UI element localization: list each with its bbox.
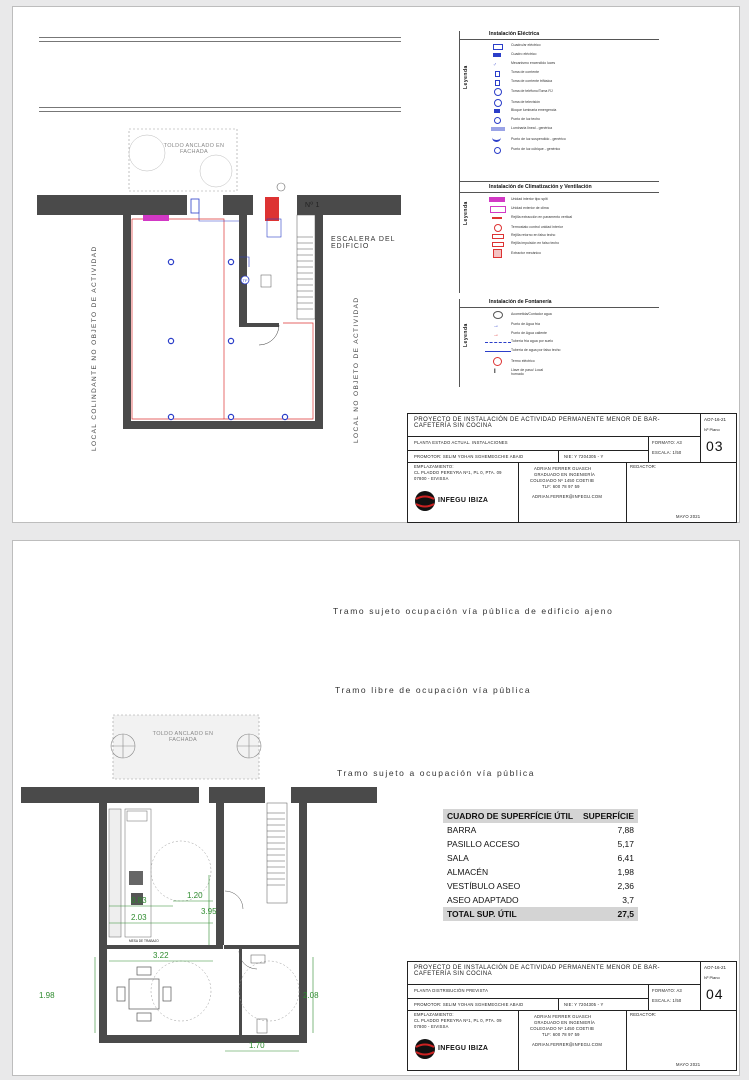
supply-grille-icon — [492, 242, 504, 247]
plano-label: Nº Plano — [704, 427, 720, 432]
legend-item: Rejilla retorno en falso techo — [511, 233, 556, 237]
room-name: PASILLO ACCESO — [447, 839, 520, 849]
tb-divider — [700, 414, 701, 462]
mesa-label: MESA DE TRABAJO — [129, 939, 159, 943]
street-section-low: Tramo sujeto a ocupación vía pública — [337, 768, 536, 778]
table-row — [443, 893, 638, 907]
tb-divider — [518, 462, 519, 522]
escalera-label: ESCALERA DEL EDIFICIO — [331, 236, 396, 250]
table-row — [443, 865, 638, 879]
legend-item: Punto de Agua fría — [511, 322, 540, 326]
project-title: PROYECTO DE INSTALACIÓN DE ACTIVIDAD PERMANENTE MENOR DE BAR-CAFETERÍA SIN COCINA — [414, 965, 660, 977]
dimension-label: 0.83 — [131, 896, 147, 905]
legend-item: Punto de Agua caliente — [511, 331, 548, 335]
room-area: 1,98 — [617, 867, 635, 877]
firm-logo — [414, 486, 514, 518]
escala: ESCALA: 1/50 — [652, 450, 682, 455]
return-grille-icon — [492, 234, 504, 239]
project-title: PROYECTO DE INSTALACIÓN DE ACTIVIDAD PERMANENTE MENOR DE BAR-CAFETERÍA SIN COCINA — [414, 417, 660, 429]
room-area: 5,17 — [617, 839, 635, 849]
table-total-row — [443, 907, 638, 921]
phone-socket-icon — [494, 88, 502, 96]
emplazamiento-label: EMPLAZAMIENTO: — [414, 464, 454, 469]
plano-number: 03 — [706, 438, 724, 454]
emergency-light-icon — [494, 109, 500, 113]
title-block — [407, 413, 737, 523]
colegiado: COLEGIADO Nº 1450 COETIIB — [530, 1026, 595, 1031]
legend-item: Termo eléctrico — [511, 359, 535, 363]
nie: NIE: Y 7204305 - Y — [564, 454, 604, 459]
legend-item: Punto de luz cúbique - genérico — [511, 147, 561, 151]
pendant-light-icon — [492, 136, 501, 142]
escala: ESCALA: 1/50 — [652, 998, 682, 1003]
surface-table — [443, 809, 638, 921]
phone: TLF: 600 78 97 59 — [542, 484, 580, 489]
dimension-label: 1.20 — [187, 891, 203, 900]
legend-rule — [459, 181, 659, 182]
tb-divider — [408, 436, 700, 437]
room-area: 6,41 — [617, 853, 635, 863]
panel-icon — [493, 53, 501, 57]
room-name: ASEO ADAPTADO — [447, 895, 519, 905]
engineer-degree: GRADUADO EN INGENIERÍA — [534, 472, 595, 477]
local-left-label: LOCAL COLINDANTE NO OBJETO DE ACTIVIDAD — [91, 245, 98, 451]
room-area: 2,36 — [617, 881, 635, 891]
thermostat-icon — [494, 224, 502, 232]
outdoor-unit-icon — [490, 206, 506, 213]
plano-label: Nº Plano — [704, 975, 720, 980]
legend-rule — [459, 307, 659, 308]
legend-item: Tubería de agua por falso techo — [511, 348, 561, 352]
tb-divider — [648, 984, 649, 1010]
ceiling-light-icon — [494, 117, 501, 124]
legend-item: Toma de televisión — [511, 100, 540, 104]
postal-code: 07800 - EIVISSA — [414, 1024, 449, 1029]
emplazamiento: CL PLADDO PEREYRA Nº1, PL 0, PTA. 09 — [414, 470, 502, 475]
legend-item: Acometida/Contador agua — [511, 312, 552, 316]
tb-divider — [626, 462, 627, 522]
plan-sheet-03 — [12, 6, 740, 523]
phone: TLF: 600 78 97 59 — [542, 1032, 580, 1037]
colegiado: COLEGIADO Nº 1450 COETIIB — [530, 478, 595, 483]
plano-number: 04 — [706, 986, 724, 1002]
water-heater-icon — [493, 357, 502, 366]
street-section-mid: Tramo libre de ocupación vía pública — [335, 685, 532, 695]
engineer-name: ADRIAN FERRER GUASCH — [534, 466, 592, 471]
linear-light-icon — [491, 127, 505, 131]
legend-title: Instalación de Climatización y Ventilación — [489, 184, 592, 190]
legend-clima — [459, 181, 659, 281]
tb-divider — [408, 462, 736, 463]
dimension-label: 3.22 — [153, 951, 169, 960]
table-header: CUADRO DE SUPERFÍCIE ÚTIL — [443, 809, 579, 823]
tb-divider — [626, 1010, 627, 1070]
floor-plan-proposed — [13, 541, 413, 1061]
legend-item: Punto de luz techo — [511, 117, 540, 121]
grille-icon — [492, 217, 502, 223]
dimension-label: 2.08 — [303, 991, 319, 1000]
legend-item: Cuadro eléctrico — [511, 52, 537, 56]
legend-item: Tubería fría agua por suelo — [511, 339, 554, 343]
legend-item: Termostato control unidad interior — [511, 225, 563, 229]
room-name: VESTÍBULO ASEO — [447, 881, 521, 891]
legend-item: Toma de corriente — [511, 70, 540, 74]
emplazamiento: CL PLADDO PEREYRA Nº1, PL 0, PTA. 09 — [414, 1018, 502, 1023]
formato: FORMATO: A3 — [652, 988, 682, 993]
postal-code: 07800 - EIVISSA — [414, 476, 449, 481]
switch-icon: ♂ — [493, 62, 497, 68]
legend-electric — [459, 29, 659, 179]
page-ref: AO7-16-21 — [704, 417, 727, 422]
legend-rule — [459, 192, 659, 193]
tb-divider — [408, 450, 648, 451]
legend-item: Unidad exterior de clima — [511, 206, 549, 210]
tb-divider — [648, 436, 649, 462]
plan-name: PLANTA ESTADO ACTUAL. INSTALACIONES — [414, 440, 508, 445]
ceiling-pipe-icon — [485, 351, 511, 356]
globe-logo-icon — [414, 1038, 436, 1060]
room-area: 7,88 — [617, 825, 635, 835]
socket-3phase-icon — [495, 80, 500, 86]
legend-item: Extractor mecánico — [511, 251, 541, 255]
legend-side-label: Leyenda — [463, 201, 469, 225]
legend-item: Toma de corriente trifásica — [511, 79, 553, 83]
local-right-label: LOCAL NO OBJETO DE ACTIVIDAD — [353, 296, 360, 443]
dimension-label: 3.95 — [201, 907, 217, 916]
globe-logo-icon — [414, 490, 436, 512]
legend-side-label: Leyenda — [463, 323, 469, 347]
promotor: PROMOTOR: SELIM YOHAN SGHEMEGCHIE ABAID — [414, 1002, 524, 1007]
legend-item: Llave de paso/ Local hornado — [511, 368, 544, 376]
total-area: 27,5 — [617, 909, 635, 919]
room-name: ALMACÉN — [447, 867, 489, 877]
cubic-light-icon — [494, 147, 501, 154]
tv-socket-icon — [494, 99, 502, 107]
extractor-icon — [493, 249, 502, 258]
firm-name: INFEGU IBIZA — [438, 1045, 489, 1052]
email: ADRIAN.FERRER@INFEGU.COM — [532, 1042, 603, 1047]
legend-fontaneria — [459, 297, 659, 397]
legend-item: Toma de teléfono/Toma RJ — [511, 89, 553, 93]
table-header-row — [443, 809, 638, 823]
tb-divider — [408, 984, 700, 985]
water-meter-icon — [493, 311, 503, 319]
legend-item: Cuadro/ar eléctrico — [511, 43, 541, 47]
legend-item: Mecanismo encendido luces — [511, 61, 556, 65]
tb-divider — [558, 450, 559, 462]
split-unit-icon — [489, 197, 505, 202]
table-header: SUPERFÍCIE — [579, 809, 638, 823]
date: MAYO 2021 — [676, 1062, 701, 1067]
title-block — [407, 961, 737, 1071]
legend-item: Punto de luz suspendido - genérico — [511, 137, 566, 141]
legend-item: Unidad interior tipo split — [511, 197, 548, 201]
engineer-name: ADRIAN FERRER GUASCH — [534, 1014, 592, 1019]
hot-water-icon: → — [493, 332, 499, 338]
engineer-degree: GRADUADO EN INGENIERÍA — [534, 1020, 595, 1025]
total-name: TOTAL SUP. ÚTIL — [447, 909, 517, 919]
email: ADRIAN.FERRER@INFEGU.COM — [532, 494, 603, 499]
cold-water-icon: → — [493, 323, 499, 329]
legend-rule — [459, 39, 659, 40]
valve-icon: I — [494, 369, 496, 375]
legend-title: Instalación Eléctrica — [489, 31, 540, 37]
toldo-label: TOLDO ANCLADO EN FACHADA — [152, 731, 214, 743]
street-section-top: Tramo sujeto ocupación vía pública de edificio ajeno — [333, 606, 614, 616]
panel-icon — [493, 44, 503, 50]
plan-name: PLANTA DISTRIBUCIÓN PREVISTA — [414, 988, 489, 993]
table-row — [443, 879, 638, 893]
tb-divider — [408, 1010, 736, 1011]
floor-pipe-icon — [485, 342, 511, 347]
legend-title: Instalación de Fontanería — [489, 299, 552, 305]
page-ref: AO7-16-21 — [704, 965, 727, 970]
legend-item: Rejilla extracción en paramento vertical — [511, 215, 573, 219]
socket-icon — [495, 71, 500, 77]
svg-text:TF: TF — [242, 278, 248, 283]
redactor-label: REDACTOR: — [630, 1012, 657, 1017]
dimension-label: 1.98 — [39, 991, 55, 1000]
dimension-label: 2.03 — [131, 913, 147, 922]
firm-name: INFEGU IBIZA — [438, 497, 489, 504]
room-name: BARRA — [447, 825, 477, 835]
promotor: PROMOTOR: SELIM YOHAN SGHEMEGCHIE ABAID — [414, 454, 524, 459]
legend-item: Luminaria lineal - genérica — [511, 126, 553, 130]
room-area: 3,7 — [622, 895, 635, 905]
legend-side-label: Leyenda — [463, 65, 469, 89]
legend-item: Rejilla impulsión en falso techo — [511, 241, 560, 245]
firm-logo — [414, 1034, 514, 1066]
tb-divider — [518, 1010, 519, 1070]
emplazamiento-label: EMPLAZAMIENTO: — [414, 1012, 454, 1017]
tb-divider — [700, 962, 701, 1010]
plan-sheet-04 — [12, 540, 740, 1076]
redactor-label: REDACTOR: — [630, 464, 657, 469]
date: MAYO 2021 — [676, 514, 701, 519]
dimension-label: 1.70 — [249, 1041, 265, 1050]
legend-item: Bloque luminaria emergencia — [511, 108, 557, 112]
room-name: SALA — [447, 853, 469, 863]
table-row — [443, 851, 638, 865]
toldo-label: TOLDO ANCLADO EN FACHADA — [163, 143, 225, 155]
formato: FORMATO: A3 — [652, 440, 682, 445]
table-row — [443, 837, 638, 851]
room-number: Nº 1 — [305, 202, 320, 209]
table-row — [443, 823, 638, 837]
tb-divider — [558, 998, 559, 1010]
nie: NIE: Y 7204305 - Y — [564, 1002, 604, 1007]
tb-divider — [408, 998, 648, 999]
